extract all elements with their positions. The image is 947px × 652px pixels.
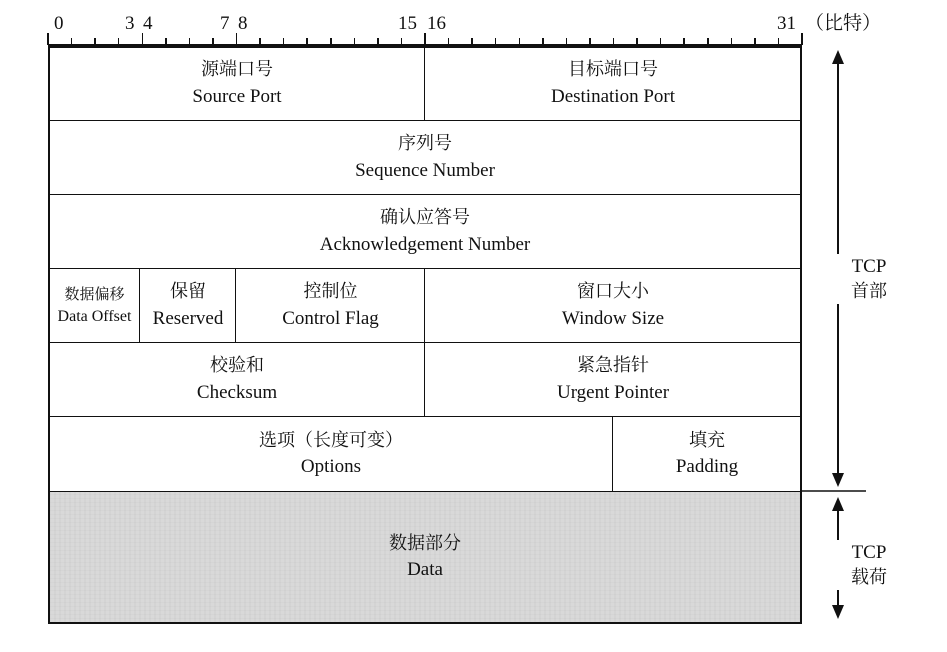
bit-label-15: 15 [398,13,417,34]
checksum-zh: 校验和 [210,355,264,377]
bit-label-0: 0 [54,13,64,34]
window-size-en: Window Size [561,307,665,329]
bit-label-16: 16 [427,13,446,34]
urgent-pointer-en: Urgent Pointer [556,381,670,403]
destination-port-zh: 目标端口号 [568,59,658,81]
payload-arrow-down-icon [832,605,844,619]
payload-arrow-up-icon [832,497,844,511]
bit-label-3: 3 [125,13,135,34]
data-offset-en: Data Offset [57,307,132,325]
data-zh: 数据部分 [389,532,461,554]
destination-port-en: Destination Port [550,85,676,107]
sequence-number-zh: 序列号 [398,133,452,155]
data-en: Data [407,559,443,581]
bit-unit-label: （比特） [805,12,882,34]
payload-side-label [834,540,904,590]
header-arrow-down-icon [832,473,844,487]
data-offset-zh: 数据偏移 [64,285,125,304]
header-side-label-zh: 首部 [851,280,887,302]
bit-label-31: 31 [777,13,796,34]
bit-label-4: 4 [143,13,153,34]
source-port-zh: 源端口号 [201,59,273,81]
header-arrow-up-icon [832,50,844,64]
checksum-en: Checksum [196,381,278,403]
source-port-en: Source Port [192,85,282,107]
urgent-pointer-zh: 紧急指针 [577,355,649,377]
bit-label-8: 8 [238,13,248,34]
sequence-number-en: Sequence Number [355,159,495,181]
padding-en: Padding [675,456,739,478]
header-side-label [834,254,904,304]
options-en: Options [300,456,362,478]
bit-label-7: 7 [220,13,230,34]
padding-zh: 填充 [689,429,725,451]
ack-number-zh: 确认应答号 [380,207,470,229]
payload-side-label-zh: 载荷 [851,566,887,588]
control-flag-zh: 控制位 [303,281,358,303]
window-size-zh: 窗口大小 [577,281,649,303]
header-side-label-en: TCP [851,256,887,277]
control-flag-en: Control Flag [282,307,379,329]
reserved-en: Reserved [152,307,224,329]
payload-side-label-en: TCP [851,542,887,563]
options-zh: 选项（长度可变） [259,429,403,451]
reserved-zh: 保留 [170,281,206,303]
ack-number-en: Acknowledgement Number [319,233,531,255]
